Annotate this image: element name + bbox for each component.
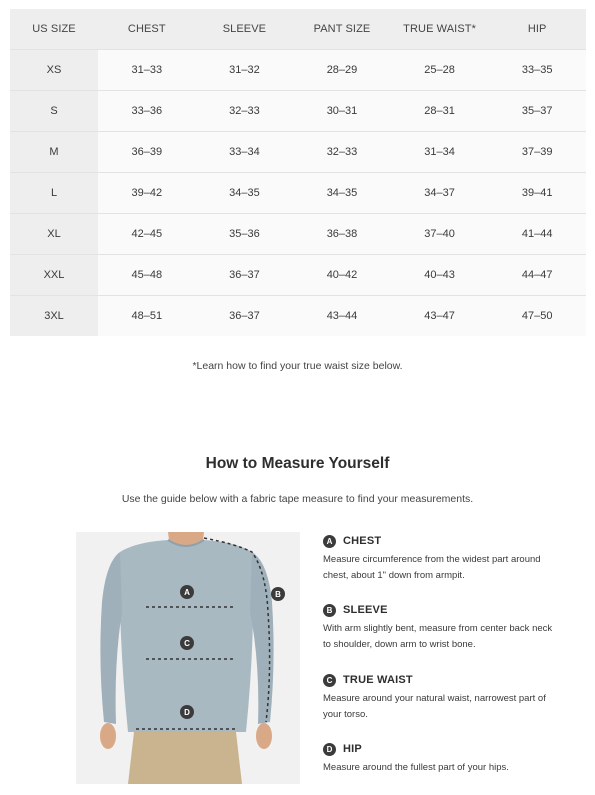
table-row bbox=[10, 214, 586, 255]
size-chart-table bbox=[10, 9, 586, 336]
measurement-cell: 34–35 bbox=[293, 173, 391, 214]
measurement-cell: 43–47 bbox=[391, 296, 489, 337]
table-row bbox=[10, 132, 586, 173]
step-badge-c: C bbox=[323, 674, 336, 687]
measurement-cell: 33–35 bbox=[488, 50, 586, 91]
measurement-cell: 37–40 bbox=[391, 214, 489, 255]
left-hand-shape bbox=[100, 723, 116, 749]
table-row bbox=[10, 91, 586, 132]
size-label-cell: XL bbox=[10, 214, 98, 255]
col-header-true-waist: TRUE WAIST* bbox=[391, 9, 489, 50]
guide-step-chest bbox=[323, 534, 585, 584]
measure-section-subtitle: Use the guide below with a fabric tape measure to find your measurements. bbox=[121, 493, 474, 505]
col-header-us-size: US SIZE bbox=[10, 9, 98, 50]
shirt-right-sleeve-shape bbox=[250, 552, 274, 724]
step-title-hip: HIP bbox=[343, 743, 362, 755]
measurement-cell: 36–37 bbox=[196, 296, 294, 337]
marker-d-label: D bbox=[184, 708, 190, 717]
shirt-left-sleeve-shape bbox=[100, 552, 122, 724]
size-label-cell: M bbox=[10, 132, 98, 173]
size-label-cell: S bbox=[10, 91, 98, 132]
guide-step-true-waist bbox=[323, 673, 585, 723]
size-label-cell: XXL bbox=[10, 255, 98, 296]
measurement-cell: 36–37 bbox=[196, 255, 294, 296]
measurement-cell: 37–39 bbox=[488, 132, 586, 173]
measurement-cell: 33–34 bbox=[196, 132, 294, 173]
table-row bbox=[10, 50, 586, 91]
measurement-cell: 31–34 bbox=[391, 132, 489, 173]
measurement-cell: 30–31 bbox=[293, 91, 391, 132]
marker-b-label: B bbox=[275, 590, 281, 599]
size-label-cell: 3XL bbox=[10, 296, 98, 337]
step-badge-b: B bbox=[323, 604, 336, 617]
measurement-cell: 35–36 bbox=[196, 214, 294, 255]
size-label-cell: L bbox=[10, 173, 98, 214]
marker-c-label: C bbox=[184, 639, 190, 648]
guide-step-hip bbox=[323, 742, 585, 776]
step-title-true-waist: TRUE WAIST bbox=[343, 674, 413, 686]
marker-d bbox=[180, 705, 194, 719]
shirt-body-shape bbox=[120, 540, 253, 732]
guide-step-sleeve bbox=[323, 603, 585, 653]
col-header-chest: CHEST bbox=[98, 9, 196, 50]
step-title-sleeve: SLEEVE bbox=[343, 604, 388, 616]
true-waist-footnote: *Learn how to find your true waist size below. bbox=[192, 360, 403, 372]
step-badge-d: D bbox=[323, 743, 336, 756]
step-badge-a: A bbox=[323, 535, 336, 548]
measurement-cell: 31–33 bbox=[98, 50, 196, 91]
step-desc-sleeve: With arm slightly bent, measure from center back neck to shoulder, down arm to wrist bone. bbox=[323, 623, 553, 650]
table-row bbox=[10, 173, 586, 214]
marker-a bbox=[180, 585, 194, 599]
measurement-cell: 32–33 bbox=[293, 132, 391, 173]
measurement-cell: 34–37 bbox=[391, 173, 489, 214]
measurement-cell: 31–32 bbox=[196, 50, 294, 91]
table-header-row bbox=[10, 9, 586, 50]
measure-section-title: How to Measure Yourself bbox=[205, 455, 390, 472]
marker-c bbox=[180, 636, 194, 650]
step-title-chest: CHEST bbox=[343, 535, 382, 547]
measurement-cell: 47–50 bbox=[488, 296, 586, 337]
measurement-cell: 25–28 bbox=[391, 50, 489, 91]
right-hand-shape bbox=[256, 723, 272, 749]
measurement-cell: 39–42 bbox=[98, 173, 196, 214]
measurement-cell: 33–36 bbox=[98, 91, 196, 132]
measurement-cell: 41–44 bbox=[488, 214, 586, 255]
measurement-cell: 36–38 bbox=[293, 214, 391, 255]
measurement-cell: 48–51 bbox=[98, 296, 196, 337]
measurement-cell: 35–37 bbox=[488, 91, 586, 132]
measurement-cell: 39–41 bbox=[488, 173, 586, 214]
step-desc-true-waist: Measure around your natural waist, narrowest part of your torso. bbox=[323, 693, 546, 720]
col-header-pant-size: PANT SIZE bbox=[293, 9, 391, 50]
measurement-cell: 42–45 bbox=[98, 214, 196, 255]
marker-a-label: A bbox=[184, 588, 190, 597]
measurement-cell: 34–35 bbox=[196, 173, 294, 214]
measurement-cell: 45–48 bbox=[98, 255, 196, 296]
marker-b bbox=[271, 587, 285, 601]
measurement-cell: 40–43 bbox=[391, 255, 489, 296]
step-desc-hip: Measure around the fullest part of your hips. bbox=[323, 762, 509, 773]
measurement-cell: 43–44 bbox=[293, 296, 391, 337]
measurement-cell: 28–31 bbox=[391, 91, 489, 132]
measurement-cell: 40–42 bbox=[293, 255, 391, 296]
measurement-cell: 44–47 bbox=[488, 255, 586, 296]
measurement-cell: 28–29 bbox=[293, 50, 391, 91]
measurement-cell: 32–33 bbox=[196, 91, 294, 132]
model-figure bbox=[76, 532, 300, 784]
measurement-cell: 36–39 bbox=[98, 132, 196, 173]
col-header-hip: HIP bbox=[488, 9, 586, 50]
table-row bbox=[10, 255, 586, 296]
pants-shape bbox=[128, 732, 242, 784]
step-desc-chest: Measure circumference from the widest part around chest, about 1" down from armpit. bbox=[323, 554, 541, 581]
measurement-illustration bbox=[76, 532, 300, 784]
size-label-cell: XS bbox=[10, 50, 98, 91]
col-header-sleeve: SLEEVE bbox=[196, 9, 294, 50]
table-row bbox=[10, 296, 586, 337]
